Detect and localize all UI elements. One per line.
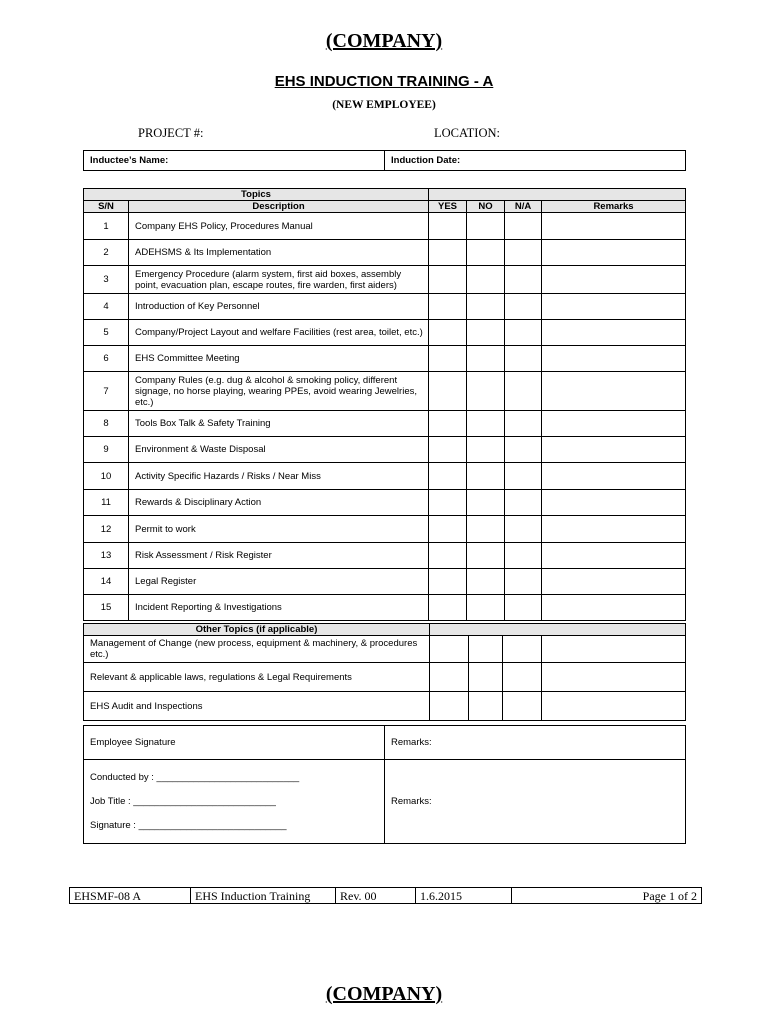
topic-row (84, 569, 686, 595)
topic-yes-cell[interactable] (429, 294, 467, 320)
topic-sn: 4 (84, 294, 129, 320)
topic-description: Introduction of Key Personnel (129, 294, 429, 320)
induction-date-field[interactable]: Induction Date: (385, 151, 686, 171)
other-topic-remarks-cell[interactable] (542, 692, 686, 721)
topics-section-header-row (84, 189, 686, 201)
topic-description: EHS Committee Meeting (129, 346, 429, 372)
topic-no-cell[interactable] (467, 213, 505, 240)
topic-yes-cell[interactable] (429, 569, 467, 595)
topic-description: Incident Reporting & Investigations (129, 595, 429, 621)
column-header-sn: S/N (84, 201, 129, 213)
conductor-block (84, 760, 385, 844)
other-topic-no-cell[interactable] (469, 636, 503, 663)
conducted-by-field[interactable]: Conducted by : ___________________________ (90, 771, 300, 783)
topic-description: ADEHSMS & Its Implementation (129, 240, 429, 266)
other-topic-na-cell[interactable] (503, 636, 542, 663)
topic-na-cell[interactable] (505, 266, 542, 294)
topic-na-cell[interactable] (505, 411, 542, 437)
topic-no-cell[interactable] (467, 294, 505, 320)
topic-na-cell[interactable] (505, 516, 542, 543)
topic-row (84, 346, 686, 372)
topic-remarks-cell[interactable] (542, 490, 686, 516)
topic-no-cell[interactable] (467, 569, 505, 595)
other-topic-description: EHS Audit and Inspections (84, 692, 430, 721)
topic-sn: 12 (84, 516, 129, 543)
topic-row (84, 411, 686, 437)
topic-yes-cell[interactable] (429, 437, 467, 463)
footer-date: 1.6.2015 (416, 888, 512, 904)
other-topic-no-cell[interactable] (469, 663, 503, 692)
topic-yes-cell[interactable] (429, 463, 467, 490)
column-header-no: NO (467, 201, 505, 213)
topic-remarks-cell[interactable] (542, 266, 686, 294)
topic-yes-cell[interactable] (429, 595, 467, 621)
topic-na-cell[interactable] (505, 490, 542, 516)
topic-row (84, 320, 686, 346)
topic-yes-cell[interactable] (429, 516, 467, 543)
topic-row (84, 543, 686, 569)
topic-no-cell[interactable] (467, 437, 505, 463)
topic-no-cell[interactable] (467, 266, 505, 294)
topic-remarks-cell[interactable] (542, 595, 686, 621)
topic-row (84, 213, 686, 240)
topic-row (84, 463, 686, 490)
topic-na-cell[interactable] (505, 569, 542, 595)
topic-yes-cell[interactable] (429, 346, 467, 372)
company-heading-next-page: (COMPANY) (325, 983, 443, 1005)
topic-sn: 13 (84, 543, 129, 569)
inductee-info-table (83, 150, 686, 171)
column-header-remarks: Remarks (542, 201, 686, 213)
topic-na-cell[interactable] (505, 240, 542, 266)
other-topic-yes-cell[interactable] (430, 692, 469, 721)
topic-yes-cell[interactable] (429, 320, 467, 346)
topic-row (84, 266, 686, 294)
topics-column-header-row (84, 201, 686, 213)
topic-sn: 8 (84, 411, 129, 437)
topic-remarks-cell[interactable] (542, 463, 686, 490)
topic-description: Risk Assessment / Risk Register (129, 543, 429, 569)
document-footer (69, 887, 702, 904)
footer-revision: Rev. 00 (336, 888, 416, 904)
other-topics-header: Other Topics (if applicable) (84, 624, 430, 636)
topic-sn: 11 (84, 490, 129, 516)
topic-na-cell[interactable] (505, 437, 542, 463)
location-label: LOCATION: (434, 126, 500, 140)
topic-description: Activity Specific Hazards / Risks / Near Miss (129, 463, 429, 490)
topic-row (84, 490, 686, 516)
job-title-field[interactable]: Job Title : ___________________________ (90, 795, 276, 807)
topic-no-cell[interactable] (467, 240, 505, 266)
topic-no-cell[interactable] (467, 516, 505, 543)
topic-sn: 10 (84, 463, 129, 490)
topic-remarks-cell[interactable] (542, 240, 686, 266)
footer-form-number: EHSMF-08 A (70, 888, 191, 904)
topic-na-cell[interactable] (505, 543, 542, 569)
company-heading: (COMPANY) (325, 30, 443, 52)
topic-yes-cell[interactable] (429, 411, 467, 437)
document-title: EHS INDUCTION TRAINING - A (274, 73, 494, 90)
topic-yes-cell[interactable] (429, 266, 467, 294)
topic-remarks-cell[interactable] (542, 346, 686, 372)
topic-no-cell[interactable] (467, 411, 505, 437)
topic-sn: 5 (84, 320, 129, 346)
other-topic-row (84, 663, 686, 692)
topic-remarks-cell[interactable] (542, 543, 686, 569)
topic-remarks-cell[interactable] (542, 372, 686, 411)
footer-document-name: EHS Induction Training (191, 888, 336, 904)
topic-description: Company Rules (e.g. dug & alcohol & smoking policy, different signage, no horse playing, wearing PPEs, avoid wearing Jewelries, etc.) (129, 372, 429, 411)
topic-sn: 6 (84, 346, 129, 372)
other-topic-na-cell[interactable] (503, 663, 542, 692)
topic-remarks-cell[interactable] (542, 569, 686, 595)
other-topic-na-cell[interactable] (503, 692, 542, 721)
topic-sn: 2 (84, 240, 129, 266)
topic-description: Environment & Waste Disposal (129, 437, 429, 463)
topic-description: Emergency Procedure (alarm system, first aid boxes, assembly point, evacuation plan, escape routes, fire warden, first aiders) (129, 266, 429, 294)
topic-na-cell[interactable] (505, 213, 542, 240)
topic-description: Tools Box Talk & Safety Training (129, 411, 429, 437)
topic-yes-cell[interactable] (429, 490, 467, 516)
other-topic-remarks-cell[interactable] (542, 663, 686, 692)
column-header-na: N/A (505, 201, 542, 213)
topic-description: Company/Project Layout and welfare Facilities (rest area, toilet, etc.) (129, 320, 429, 346)
topic-yes-cell[interactable] (429, 543, 467, 569)
topic-remarks-cell[interactable] (542, 516, 686, 543)
topic-na-cell[interactable] (505, 320, 542, 346)
other-topic-description: Management of Change (new process, equipment & machinery, & procedures etc.) (84, 636, 430, 663)
inductee-name-field[interactable]: Inductee’s Name: (84, 151, 385, 171)
topic-no-cell[interactable] (467, 543, 505, 569)
topics-section-header: Topics (84, 189, 429, 201)
topic-sn: 15 (84, 595, 129, 621)
topic-row (84, 437, 686, 463)
other-topic-row (84, 636, 686, 663)
other-topic-row (84, 692, 686, 721)
topic-row (84, 516, 686, 543)
topic-na-cell[interactable] (505, 372, 542, 411)
footer-row (70, 888, 702, 904)
column-header-description: Description (129, 201, 429, 213)
topic-row (84, 595, 686, 621)
topic-yes-cell[interactable] (429, 240, 467, 266)
topic-description: Rewards & Disciplinary Action (129, 490, 429, 516)
topic-no-cell[interactable] (467, 372, 505, 411)
topic-description: Legal Register (129, 569, 429, 595)
remarks-field-1[interactable]: Remarks: (385, 726, 686, 760)
topics-section-header-blank (429, 189, 686, 201)
remarks-field-2[interactable]: Remarks: (385, 760, 686, 844)
topic-no-cell[interactable] (467, 595, 505, 621)
project-label: PROJECT #: (138, 126, 204, 140)
other-topics-header-row (84, 624, 686, 636)
other-topics-table (83, 623, 686, 721)
footer-page-number: Page 1 of 2 (512, 888, 702, 904)
signature-row-conductor (84, 760, 686, 844)
employee-signature-field[interactable]: Employee Signature (84, 726, 385, 760)
topic-sn: 14 (84, 569, 129, 595)
topic-no-cell[interactable] (467, 320, 505, 346)
other-topic-yes-cell[interactable] (430, 663, 469, 692)
topic-description: Company EHS Policy, Procedures Manual (129, 213, 429, 240)
document-subtitle: (NEW EMPLOYEE) (332, 99, 436, 111)
topics-table (83, 188, 686, 621)
other-topic-no-cell[interactable] (469, 692, 503, 721)
topic-remarks-cell[interactable] (542, 411, 686, 437)
column-header-yes: YES (429, 201, 467, 213)
other-topic-description: Relevant & applicable laws, regulations & Legal Requirements (84, 663, 430, 692)
conductor-signature-field[interactable]: Signature : ____________________________ (90, 819, 287, 831)
other-topics-header-blank (430, 624, 686, 636)
signature-table (83, 725, 686, 844)
topic-no-cell[interactable] (467, 490, 505, 516)
topic-yes-cell[interactable] (429, 372, 467, 411)
inductee-info-row (84, 151, 686, 171)
topic-sn: 3 (84, 266, 129, 294)
topic-row (84, 240, 686, 266)
topic-row (84, 294, 686, 320)
topic-na-cell[interactable] (505, 463, 542, 490)
topic-remarks-cell[interactable] (542, 213, 686, 240)
topic-remarks-cell[interactable] (542, 320, 686, 346)
topic-na-cell[interactable] (505, 294, 542, 320)
topic-na-cell[interactable] (505, 346, 542, 372)
topic-description: Permit to work (129, 516, 429, 543)
other-topic-yes-cell[interactable] (430, 636, 469, 663)
topic-remarks-cell[interactable] (542, 437, 686, 463)
topic-no-cell[interactable] (467, 463, 505, 490)
topic-sn: 1 (84, 213, 129, 240)
topic-yes-cell[interactable] (429, 213, 467, 240)
topic-remarks-cell[interactable] (542, 294, 686, 320)
signature-row-employee (84, 726, 686, 760)
topic-sn: 9 (84, 437, 129, 463)
topic-row (84, 372, 686, 411)
other-topic-remarks-cell[interactable] (542, 636, 686, 663)
topic-no-cell[interactable] (467, 346, 505, 372)
topic-na-cell[interactable] (505, 595, 542, 621)
topic-sn: 7 (84, 372, 129, 411)
